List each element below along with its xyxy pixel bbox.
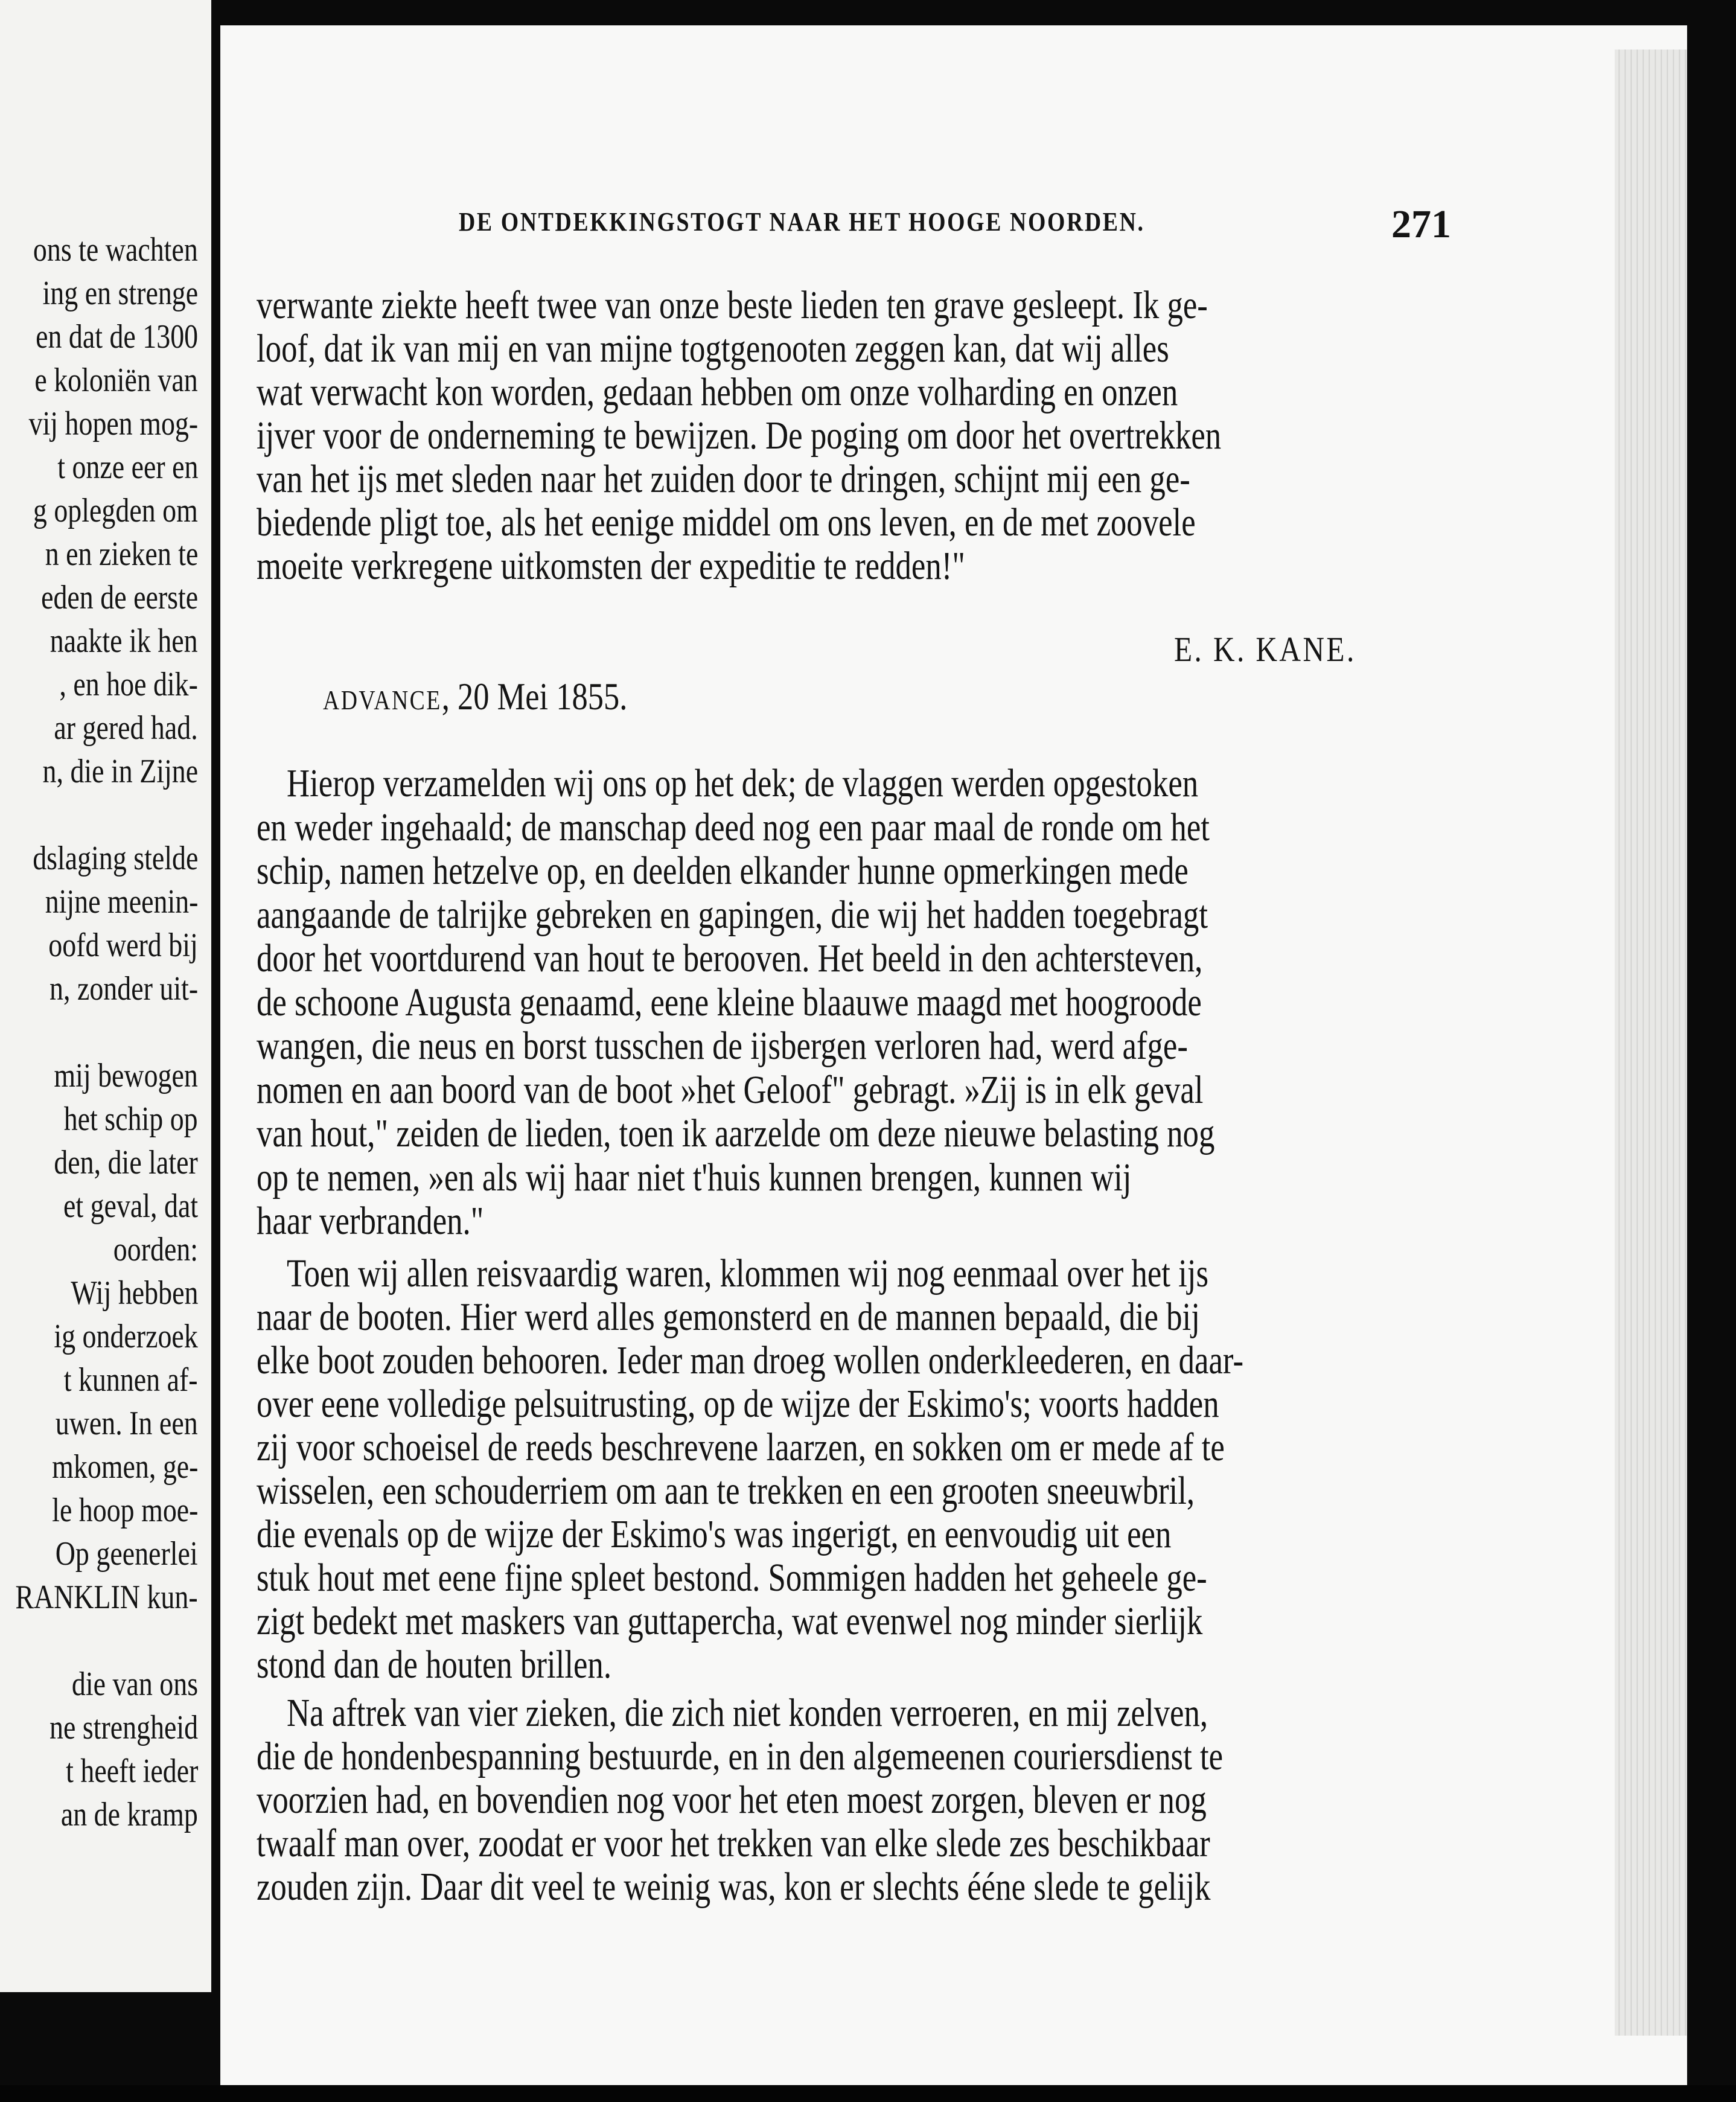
left-page-line: Op geenerlei <box>56 1535 198 1573</box>
text-line: wisselen, een schouderriem om aan te trekken en een grooten sneeuwbril, <box>257 1469 1195 1513</box>
left-page-line: ing en strenge <box>42 275 198 312</box>
left-page-line: nijne meenin- <box>45 883 198 921</box>
text-line: door het voortdurend van hout te berooven. Het beeld in den achtersteven, <box>257 936 1203 980</box>
text-line: naar de booten. Hier werd alles gemonsterd en de mannen bepaald, die bij <box>257 1295 1200 1339</box>
text-line: aangaande de talrijke gebreken en gapingen, die wij het hadden toegebragt <box>257 892 1208 937</box>
left-page-line: ar gered had. <box>54 709 198 747</box>
text-line: biedende pligt toe, als het eenige middel om ons leven, en de met zoovele <box>257 500 1196 545</box>
dateline-date: , 20 Mei 1855. <box>441 675 628 718</box>
text-line: haar verbranden." <box>257 1199 484 1243</box>
left-page-line: RANKLIN kun- <box>15 1579 198 1616</box>
left-page-line: oofd werd bij <box>48 927 198 964</box>
left-page-line: mkomen, ge- <box>51 1448 198 1486</box>
text-line: loof, dat ik van mij en van mijne togtgenooten zeggen kan, dat wij alles <box>257 327 1169 371</box>
text-line: die de hondenbespanning bestuurde, en in den algemeenen couriersdienst te <box>257 1734 1224 1778</box>
page-number: 271 <box>1391 202 1451 246</box>
text-line: wat verwacht kon worden, gedaan hebben om onze volharding en onzen <box>257 370 1178 414</box>
text-line: wangen, die neus en borst tusschen de ijsbergen verloren had, werd afge- <box>257 1024 1188 1068</box>
left-page-line: naakte ik hen <box>50 622 198 660</box>
left-page-line: ig onderzoek <box>54 1318 198 1355</box>
text-line: van hout," zeiden de lieden, toen ik aarzelde om deze nieuwe belasting nog <box>257 1111 1215 1155</box>
text-line: en weder ingehaald; de manschap deed nog een paar maal de ronde om het <box>257 805 1210 849</box>
left-page-line: n, zonder uit- <box>49 970 198 1008</box>
left-page-line: t onze eer en <box>57 449 198 486</box>
text-line: elke boot zouden behooren. Ieder man droeg wollen onderkleederen, en daar- <box>257 1338 1244 1382</box>
left-page-line: oorden: <box>113 1231 198 1268</box>
left-page-line: dslaging stelde <box>32 840 198 877</box>
text-line: voorzien had, en bovendien nog voor het eten moest zorgen, bleven er nog <box>257 1778 1207 1822</box>
left-page-line: en dat de 1300 <box>35 318 198 356</box>
text-line: zij voor schoeisel de reeds beschrevene laarzen, en sokken om er mede af te <box>257 1425 1225 1469</box>
text-line: stond dan de houten brillen. <box>257 1643 612 1687</box>
text-line: de schoone Augusta genaamd, eene kleine blaauwe maagd met hoogroode <box>257 980 1202 1024</box>
text-line: stuk hout met eene fijne spleet bestond. Sommigen hadden het geheele ge- <box>257 1556 1207 1600</box>
scan-border <box>0 2085 1736 2102</box>
text-line: Hierop verzamelden wij ons op het dek; de vlaggen werden opgestoken <box>287 761 1199 805</box>
left-page-line: den, die later <box>54 1144 198 1181</box>
left-page-line: het schip op <box>64 1101 198 1138</box>
text-line: moeite verkregene uitkomsten der expeditie te redden!" <box>257 544 965 588</box>
text-line: Toen wij allen reisvaardig waren, klommen wij nog eenmaal over het ijs <box>287 1251 1209 1295</box>
signature: E. K. KANE. <box>1174 630 1356 669</box>
page-271 <box>220 25 1687 2087</box>
left-page-line: n, die in Zijne <box>42 753 198 790</box>
text-line: zouden zijn. Daar dit veel te weinig was, kon er slechts ééne slede te gelijk <box>257 1865 1211 1909</box>
left-page-line: die van ons <box>71 1666 198 1703</box>
text-line: van het ijs met sleden naar het zuiden door te dringen, schijnt mij een ge- <box>257 457 1190 501</box>
running-title: DE ONTDEKKINGSTOGT NAAR HET HOOGE NOORDEN. <box>459 207 1145 237</box>
text-line: nomen en aan boord van de boot »het Geloof" gebragt. »Zij is in elk geval <box>257 1067 1204 1112</box>
left-page-line: t heeft ieder <box>65 1752 198 1790</box>
left-page-line: et geval, dat <box>63 1187 198 1225</box>
left-page-line: n en zieken te <box>45 535 198 573</box>
text-line: op te nemen, »en als wij haar niet t'huis kunnen brengen, kunnen wij <box>257 1155 1132 1200</box>
text-line: over eene volledige pelsuitrusting, op de wijze der Eskimo's; voorts hadden <box>257 1382 1219 1426</box>
left-page-line: an de kramp <box>61 1796 198 1833</box>
left-page-line: , en hoe dik- <box>59 666 198 703</box>
text-line: zigt bedekt met maskers van guttapercha, wat evenwel nog minder sierlijk <box>257 1599 1203 1643</box>
left-page-line: uwen. In een <box>56 1405 198 1442</box>
left-page-line: mij bewogen <box>54 1057 198 1094</box>
text-line: Na aftrek van vier zieken, die zich niet konden verroeren, en mij zelven, <box>287 1691 1208 1735</box>
left-page-line: t kunnen af- <box>64 1361 198 1399</box>
left-page-line: Wij hebben <box>70 1274 198 1312</box>
text-line: verwante ziekte heeft twee van onze beste lieden ten grave gesleept. Ik ge- <box>257 283 1208 327</box>
left-page-line: le hoop moe- <box>51 1492 198 1529</box>
left-page-line: vij hopen mog- <box>28 405 198 442</box>
dateline <box>323 674 627 719</box>
left-page-line: g oplegden om <box>33 492 198 529</box>
page-edges <box>1615 50 1687 2036</box>
left-page-line: ons te wachten <box>33 231 198 269</box>
text-line: schip, namen hetzelve op, en deelden elkander hunne opmerkingen mede <box>257 849 1189 893</box>
text-line: die evenals op de wijze der Eskimo's was ingerigt, en eenvoudig uit een <box>257 1512 1172 1556</box>
facing-page-left <box>0 0 211 1992</box>
left-page-line: eden de eerste <box>40 579 198 616</box>
text-line: twaalf man over, zoodat er voor het trekken van elke slede zes beschikbaar <box>257 1821 1210 1865</box>
left-page-line: e koloniën van <box>34 362 198 399</box>
dateline-place: ADVANCE <box>323 685 442 715</box>
text-line: ijver voor de onderneming te bewijzen. De poging om door het overtrekken <box>257 414 1222 458</box>
left-page-line: ne strengheid <box>49 1709 198 1746</box>
